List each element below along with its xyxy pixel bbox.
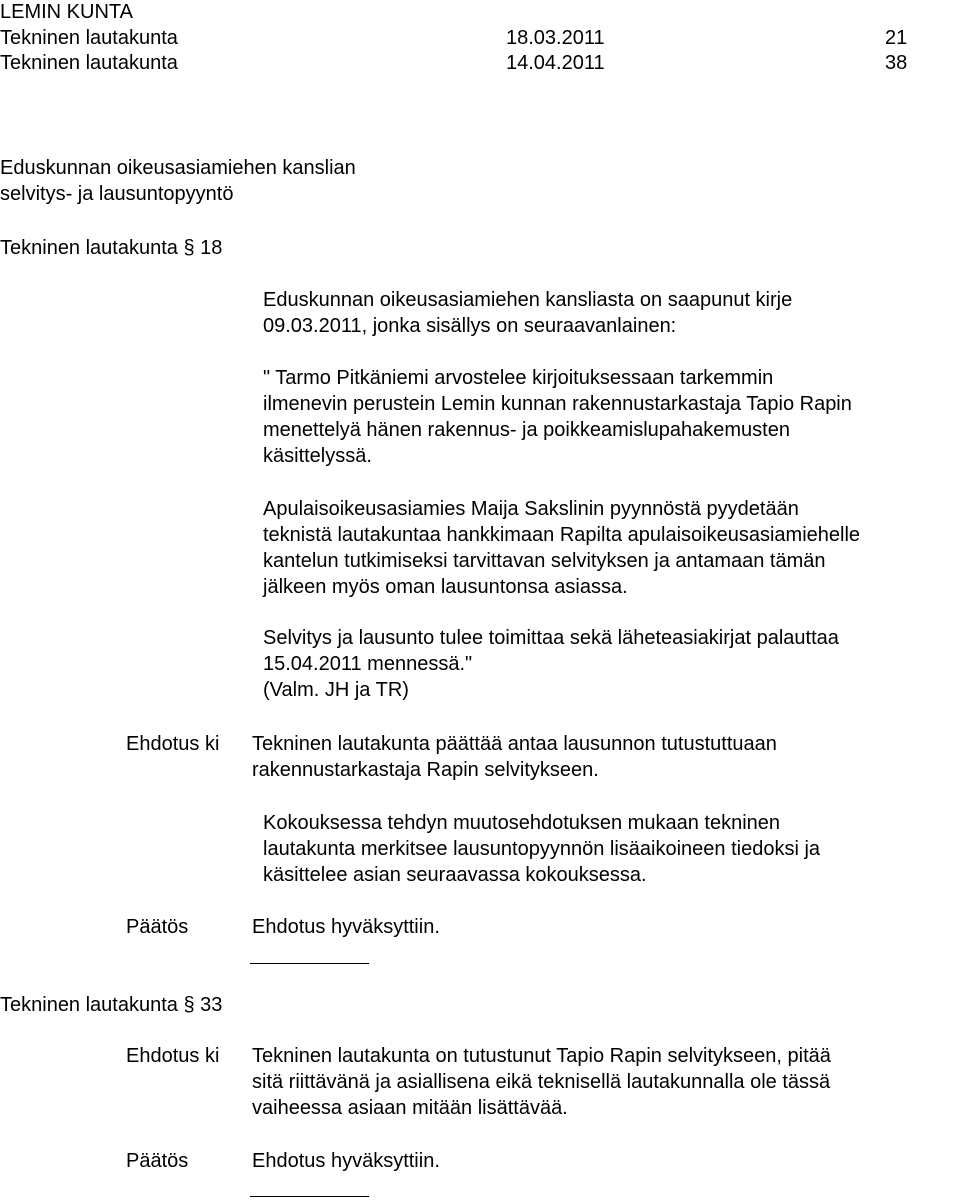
org-name: LEMIN KUNTA <box>0 1 133 23</box>
proposal-text <box>252 731 777 783</box>
header-date-1: 18.03.2011 <box>506 27 605 49</box>
decision-underline <box>250 963 369 964</box>
text-line: Eduskunnan oikeusasiamiehen kansliasta on saapunut kirje <box>263 289 793 311</box>
text-line: Apulaisoikeusasiamies Maija Sakslinin pyynnöstä pyydetään <box>263 498 799 520</box>
title-line: Eduskunnan oikeusasiamiehen kanslian <box>0 157 356 179</box>
text-line: teknistä lautakuntaa hankkimaan Rapilta apulaisoikeusasiamiehelle <box>263 524 861 546</box>
text-line: Tekninen lautakunta päättää antaa lausunnon tutustuttuaan <box>252 733 777 755</box>
text-line: Kokouksessa tehdyn muutosehdotuksen mukaan tekninen <box>263 812 781 834</box>
text-line: Selvitys ja lausunto tulee toimittaa sekä läheteasiakirjat palauttaa <box>263 627 839 649</box>
decision-label: Päätös <box>126 916 189 938</box>
text-line: 15.04.2011 mennessä." <box>263 653 473 675</box>
text-line: (Valm. JH ja TR) <box>263 679 409 701</box>
proposal-text <box>252 1043 831 1121</box>
decision-text: Ehdotus hyväksyttiin. <box>252 916 440 938</box>
section-heading-18: Tekninen lautakunta § 18 <box>0 237 223 259</box>
text-line: menettelyä hänen rakennus- ja poikkeamislupahakemusten <box>263 419 790 441</box>
header-page-1: 21 <box>885 27 908 49</box>
proposal-label: Ehdotus ki <box>126 1045 220 1067</box>
text-line: sitä riittävänä ja asiallisena eikä teknisellä lautakunnalla ole tässä <box>252 1071 831 1093</box>
proposal-label: Ehdotus ki <box>126 733 220 755</box>
text-line: 09.03.2011, jonka sisällys on seuraavanlainen: <box>263 315 677 337</box>
text-line: kantelun tutkimiseksi tarvittavan selvityksen ja antamaan tämän <box>263 550 826 572</box>
text-line: jälkeen myös oman lausuntonsa asiassa. <box>263 576 628 598</box>
quote-paragraph-1 <box>263 365 852 469</box>
decision-text: Ehdotus hyväksyttiin. <box>252 1150 440 1172</box>
meeting-note <box>263 810 820 888</box>
header-body-1: Tekninen lautakunta <box>0 27 178 49</box>
intro-paragraph <box>263 287 792 339</box>
text-line: Tekninen lautakunta on tutustunut Tapio Rapin selvitykseen, pitää <box>252 1045 831 1067</box>
text-line: käsittelee asian seuraavassa kokouksessa. <box>263 864 647 886</box>
text-line: lautakunta merkitsee lausuntopyynnön lisäaikoineen tiedoksi ja <box>263 838 821 860</box>
header-body-2: Tekninen lautakunta <box>0 52 178 74</box>
header-date-2: 14.04.2011 <box>506 52 605 74</box>
section-heading-33: Tekninen lautakunta § 33 <box>0 994 223 1016</box>
text-line: vaiheessa asiaan mitään lisättävää. <box>252 1097 568 1119</box>
text-line: käsittelyssä. <box>263 445 372 467</box>
text-line: ilmenevin perustein Lemin kunnan rakennustarkastaja Tapio Rapin <box>263 393 852 415</box>
decision-label: Päätös <box>126 1150 189 1172</box>
header-page-2: 38 <box>885 52 908 74</box>
document-title <box>0 155 356 207</box>
quote-paragraph-2 <box>263 496 860 600</box>
text-line: rakennustarkastaja Rapin selvitykseen. <box>252 759 599 781</box>
decision-underline <box>250 1196 369 1197</box>
quote-paragraph-3 <box>263 625 839 703</box>
title-line: selvitys- ja lausuntopyyntö <box>0 183 234 205</box>
text-line: " Tarmo Pitkäniemi arvostelee kirjoituksessaan tarkemmin <box>263 367 774 389</box>
